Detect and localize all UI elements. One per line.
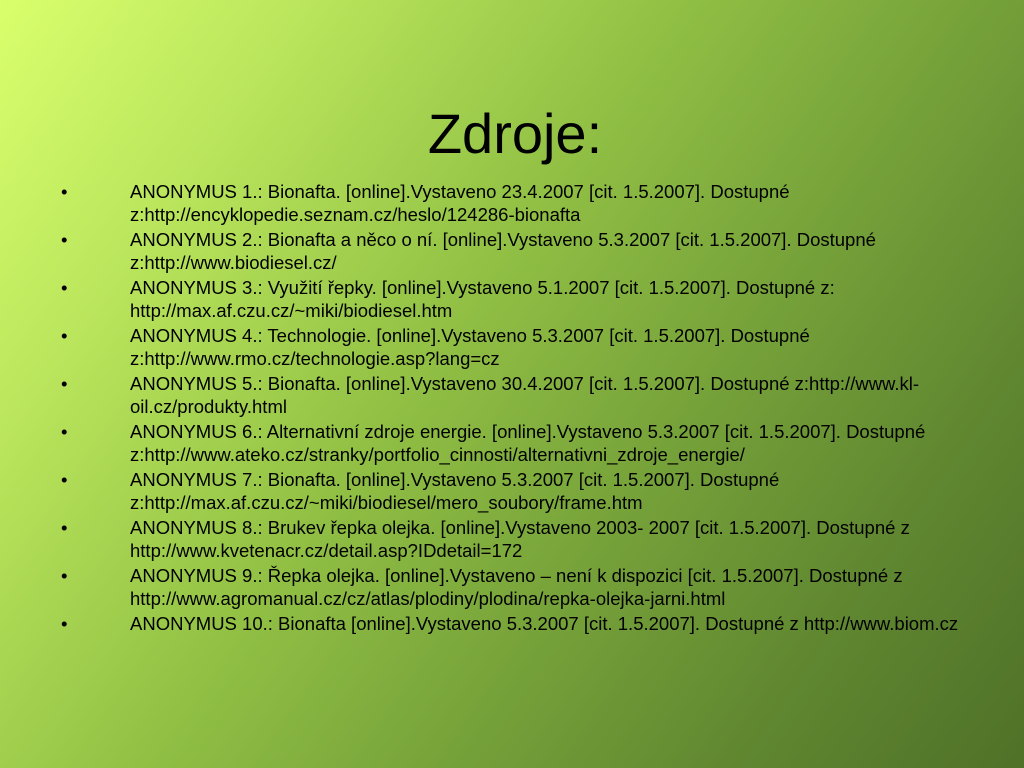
reference-text-4: ANONYMUS 4.: Technologie. [online].Vystaveno 5.3.2007 [cit. 1.5.2007]. Dostupné z:http://www.rmo.cz/technologie.asp?lang=cz	[130, 325, 810, 369]
reference-item-7	[0, 468, 1024, 514]
bullet-icon: •	[61, 421, 68, 442]
reference-text-8: ANONYMUS 8.: Brukev řepka olejka. [online].Vystaveno 2003- 2007 [cit. 1.5.2007]. Dostupné z http://www.kvetenacr.cz/detail.asp?IDdetail=172	[130, 517, 910, 561]
bullet-icon: •	[61, 325, 68, 346]
bullet-icon: •	[61, 277, 68, 298]
bullet-icon: •	[61, 469, 68, 490]
reference-text-3: ANONYMUS 3.: Využití řepky. [online].Vystaveno 5.1.2007 [cit. 1.5.2007]. Dostupné z: http://max.af.czu.cz/~miki/biodiesel.htm	[130, 277, 835, 321]
reference-text-2: ANONYMUS 2.: Bionafta a něco o ní. [online].Vystaveno 5.3.2007 [cit. 1.5.2007]. Dostupné z:http://www.biodiesel.cz/	[130, 229, 876, 273]
reference-item-5	[0, 372, 1024, 418]
reference-item-9	[0, 564, 1024, 610]
reference-text-7: ANONYMUS 7.: Bionafta. [online].Vystaveno 5.3.2007 [cit. 1.5.2007]. Dostupné z:http://max.af.czu.cz/~miki/biodiesel/mero_soubory/frame.htm	[130, 469, 780, 513]
bullet-icon: •	[61, 613, 68, 634]
reference-text-5: ANONYMUS 5.: Bionafta. [online].Vystaveno 30.4.2007 [cit. 1.5.2007]. Dostupné z:http://www.kl-oil.cz/produkty.html	[130, 373, 920, 417]
reference-item-1	[0, 180, 1024, 226]
reference-item-6	[0, 420, 1024, 466]
reference-text-6: ANONYMUS 6.: Alternativní zdroje energie. [online].Vystaveno 5.3.2007 [cit. 1.5.2007]. Dostupné z:http://www.ateko.cz/stranky/portfolio_cinnosti/alternativni_zdroje_energie/	[130, 421, 926, 465]
reference-text-10: ANONYMUS 10.: Bionafta [online].Vystaveno 5.3.2007 [cit. 1.5.2007]. Dostupné z http://www.biom.cz	[130, 613, 959, 634]
reference-item-10	[0, 612, 1024, 635]
reference-text-1: ANONYMUS 1.: Bionafta. [online].Vystaveno 23.4.2007 [cit. 1.5.2007]. Dostupné z:http://encyklopedie.seznam.cz/heslo/124286-bionafta	[130, 181, 790, 225]
bullet-icon: •	[61, 229, 68, 250]
bullet-icon: •	[61, 565, 68, 586]
bullet-icon: •	[61, 181, 68, 202]
reference-item-2	[0, 228, 1024, 274]
bullet-icon: •	[61, 373, 68, 394]
reference-item-4	[0, 324, 1024, 370]
reference-text-9: ANONYMUS 9.: Řepka olejka. [online].Vystaveno – není k dispozici [cit. 1.5.2007]. Dostupné z http://www.agromanual.cz/cz/atlas/plodiny/plodina/repka-olejka-jarni.html	[130, 565, 903, 609]
reference-item-3	[0, 276, 1024, 322]
reference-list	[0, 180, 1024, 637]
slide-title: Zdroje:	[427, 101, 603, 165]
bullet-icon: •	[61, 517, 68, 538]
reference-item-8	[0, 516, 1024, 562]
